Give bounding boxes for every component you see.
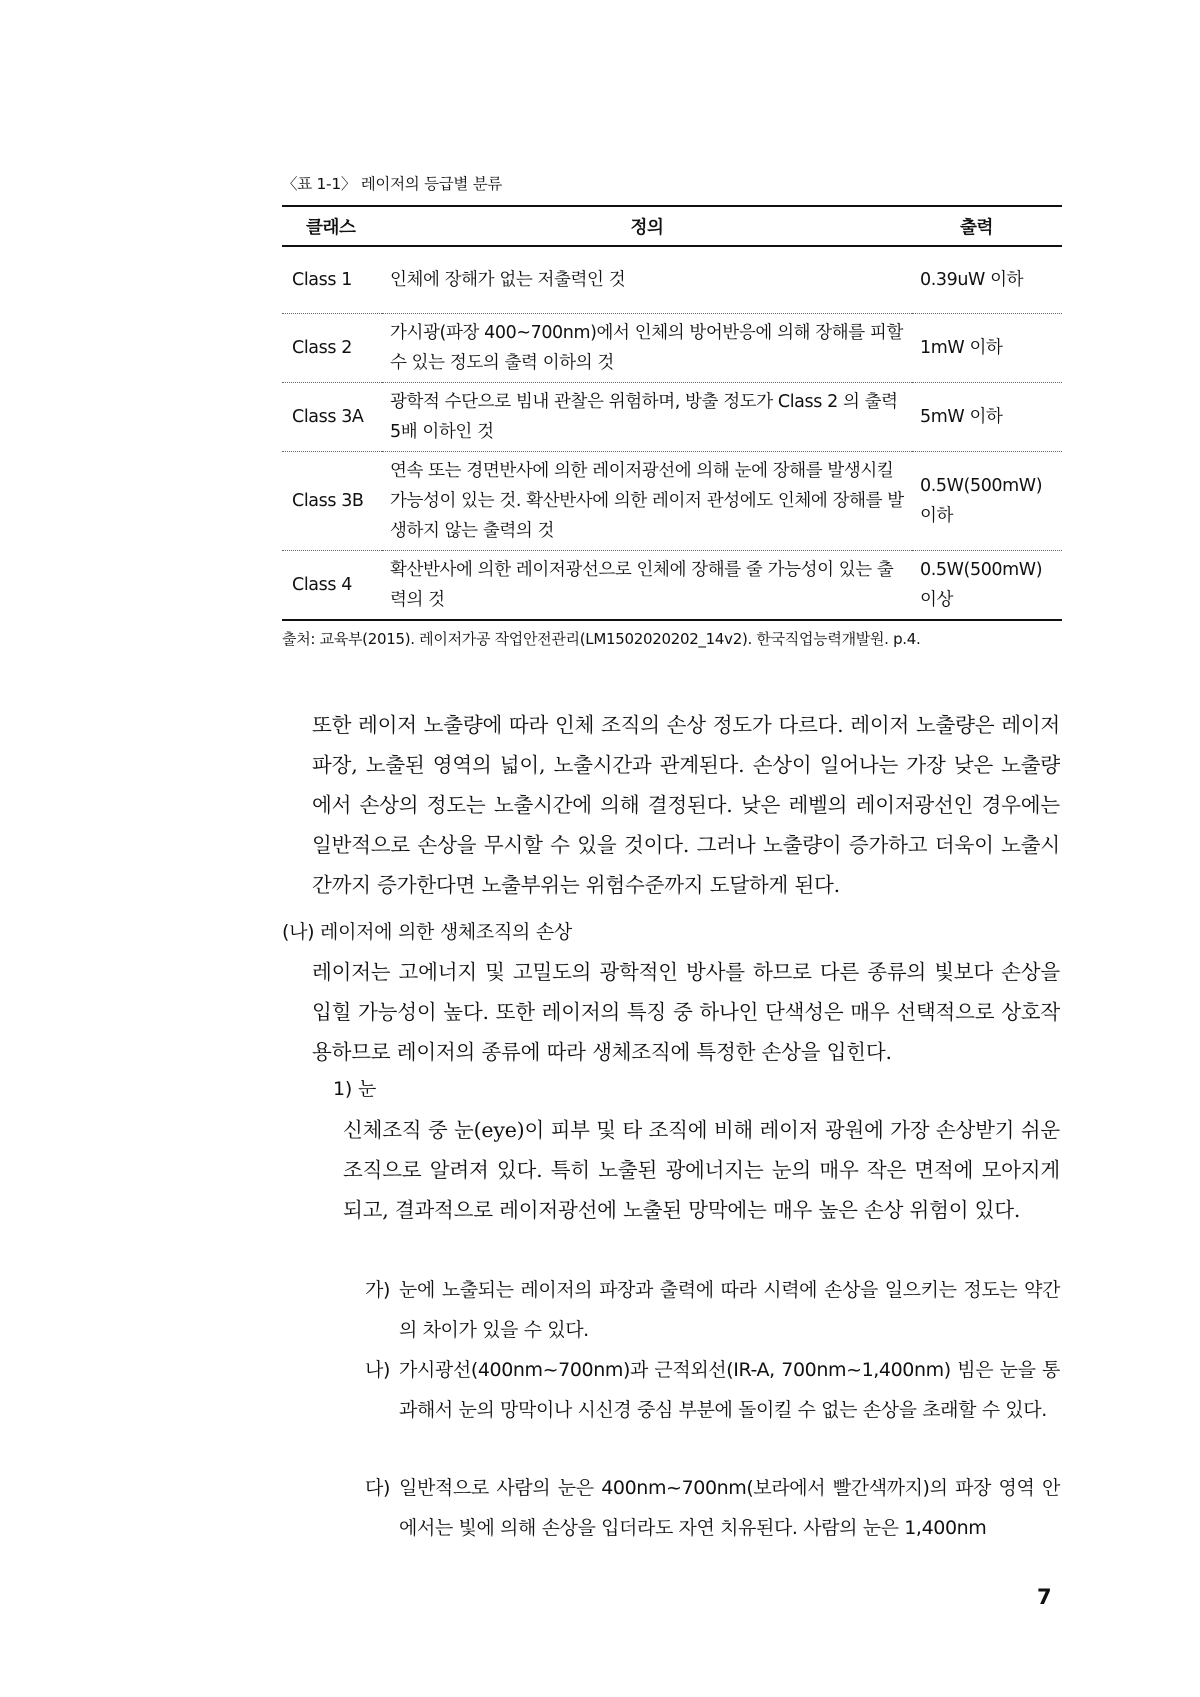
cell-class: Class 3A [282,383,382,452]
cell-output: 0.5W(500mW) 이상 [912,551,1062,621]
table-row [282,383,1062,452]
cell-definition: 확산반사에 의한 레이저광선으로 인체에 장해를 줄 가능성이 있는 출력의 것 [382,551,912,621]
body-paragraph-tissue-damage: 레이저는 고에너지 및 고밀도의 광학적인 방사를 하므로 다른 종류의 빛보다 손상을 입힐 가능성이 높다. 또한 레이저의 특징 중 하나인 단색성은 매우 선택적으로 상호작용하므로 레이저의 종류에 따라 생체조직에 특정한 손상을 입힌다. [312,960,1060,1064]
section-heading: (나) 레이저에 의한 생체조직의 손상 [282,921,572,943]
list-item-marker: 나) [365,1359,390,1381]
body-paragraph-eye: 신체조직 중 눈(eye)이 피부 및 타 조직에 비해 레이저 광원에 가장 손상받기 쉬운 조직으로 알려져 있다. 특히 노출된 광에너지는 눈의 매우 작은 면적에 모아지게 되고, 결과적으로 레이저광선에 노출된 망막에는 매우 높은 손상 위험이 있다. [343,1118,1060,1222]
list-item [365,1270,1060,1350]
list-item-marker: 가) [365,1279,390,1301]
cell-output: 1mW 이하 [912,314,1062,383]
table-header-row [282,206,1062,246]
table-row [282,314,1062,383]
cell-output: 0.39uW 이하 [912,246,1062,314]
cell-definition: 인체에 장해가 없는 저출력인 것 [382,246,912,314]
subsection-heading-eye: 1) 눈 [333,1078,377,1100]
header-output: 출력 [912,206,1062,246]
cell-output: 0.5W(500mW) 이하 [912,452,1062,551]
list-item [365,1350,1060,1430]
header-definition: 정의 [382,206,912,246]
cell-class: Class 2 [282,314,382,383]
table-row [282,452,1062,551]
list-item-text: 일반적으로 사람의 눈은 400nm~700nm(보라에서 빨간색까지)의 파장 영역 안에서는 빛에 의해 손상을 입더라도 자연 치유된다. 사람의 눈은 1,400nm [399,1477,1060,1539]
list-item-marker: 다) [365,1477,390,1499]
body-paragraph-exposure: 또한 레이저 노출량에 따라 인체 조직의 손상 정도가 다르다. 레이저 노출량은 레이저 파장, 노출된 영역의 넓이, 노출시간과 관계된다. 손상이 일어나는 가장 낮은 노출량에서 손상의 정도는 노출시간에 의해 결정된다. 낮은 레벨의 레이저광선인 경우에는 일반적으로 손상을 무시할 수 있을 것이다. 그러나 노출량이 증가하고 더욱이 노출시간까지 증가한다면 노출부위는 위험수준까지 도달하게 된다. [312,713,1060,897]
laser-class-table [282,205,1062,621]
table-row [282,551,1062,621]
cell-definition: 광학적 수단으로 빔내 관찰은 위험하며, 방출 정도가 Class 2 의 출력 5배 이하인 것 [382,383,912,452]
list-item-text: 눈에 노출되는 레이저의 파장과 출력에 따라 시력에 손상을 일으키는 정도는 약간의 차이가 있을 수 있다. [399,1279,1060,1341]
cell-class: Class 3B [282,452,382,551]
table-caption: 〈표 1-1〉 레이저의 등급별 분류 [282,175,503,193]
list-item [365,1468,1060,1548]
cell-output: 5mW 이하 [912,383,1062,452]
cell-class: Class 1 [282,246,382,314]
list-item-text: 가시광선(400nm~700nm)과 근적외선(IR-A, 700nm~1,400nm) 빔은 눈을 통과해서 눈의 망막이나 시신경 중심 부분에 돌이킬 수 없는 손상을 초래할 수 있다. [399,1359,1060,1421]
page-number: 7 [1037,1585,1052,1609]
table-source-note: 출처: 교육부(2015). 레이저가공 작업안전관리(LM1502020202_14v2). 한국직업능력개발원. p.4. [282,630,921,648]
header-class: 클래스 [282,206,382,246]
cell-definition: 가시광(파장 400~700nm)에서 인체의 방어반응에 의해 장해를 피할 수 있는 정도의 출력 이하의 것 [382,314,912,383]
cell-class: Class 4 [282,551,382,621]
cell-definition: 연속 또는 경면반사에 의한 레이저광선에 의해 눈에 장해를 발생시킬 가능성이 있는 것. 확산반사에 의한 레이저 관성에도 인체에 장해를 발생하지 않는 출력의 것 [382,452,912,551]
table-row [282,246,1062,314]
